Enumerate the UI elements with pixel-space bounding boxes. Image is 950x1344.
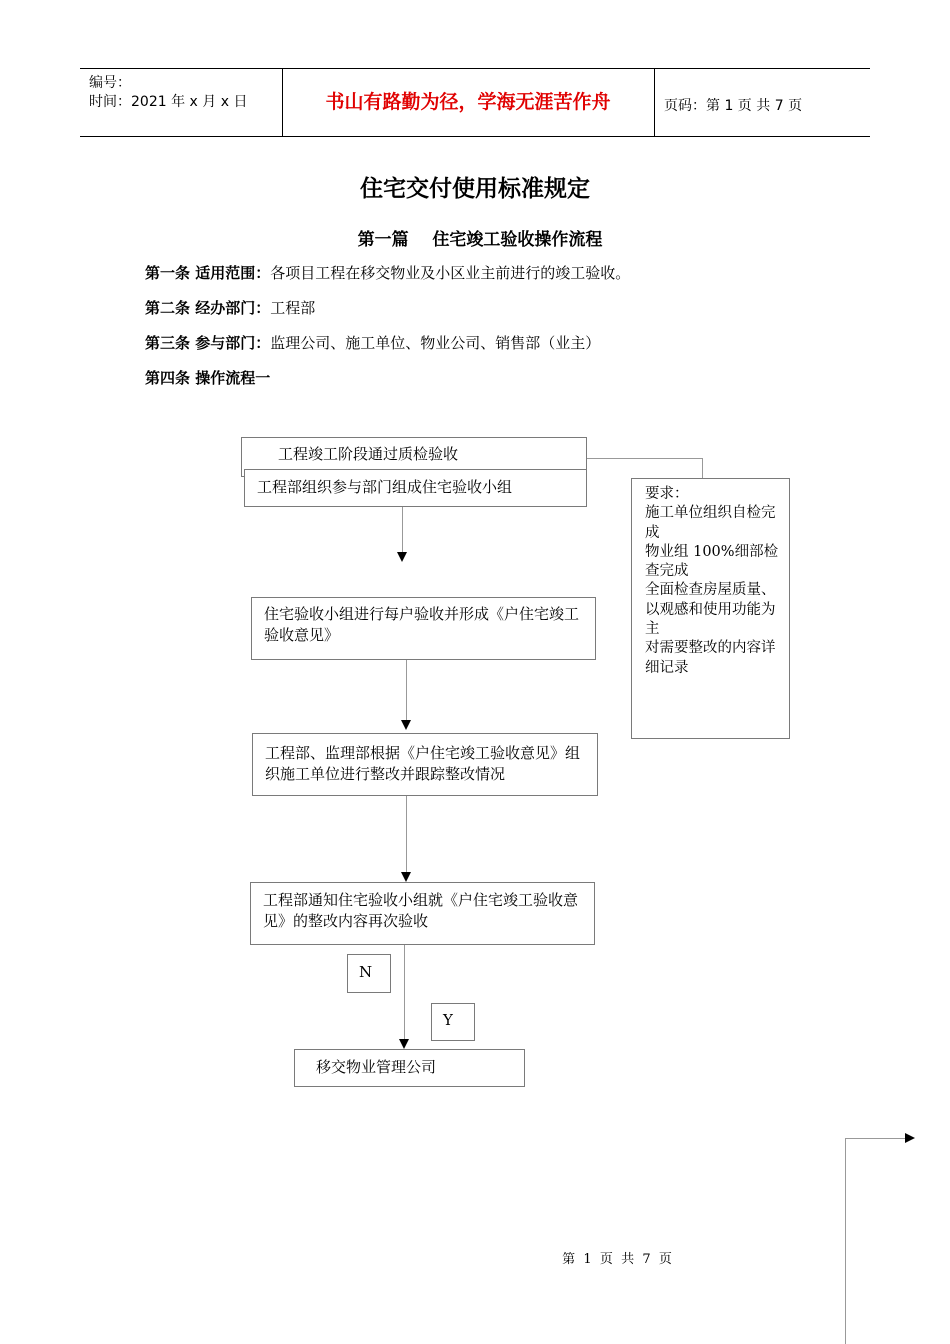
time-label: 时间：2021 年 x 月 x 日: [89, 94, 248, 110]
arrow-down-icon: [397, 552, 407, 562]
header-table: [80, 68, 870, 137]
arrow-right-icon: [905, 1133, 915, 1143]
connector-line-2: [406, 660, 407, 720]
header-right-cell: [655, 69, 870, 136]
page-footer: 第 1 页 共 7 页: [562, 1252, 672, 1267]
requirements-box: [631, 478, 790, 739]
header-motto-cell: [282, 69, 655, 136]
article-2-label: 第二条 经办部门：: [145, 299, 271, 317]
connector-line-4: [404, 945, 405, 1039]
requirements-title: 要求：: [645, 486, 689, 502]
yes-label: Y: [443, 1011, 453, 1029]
section-subtitle: 第一篇 住宅竣工验收操作流程: [357, 230, 603, 250]
arrow-down-icon: [401, 720, 411, 730]
article-3-text: 监理公司、施工单位、物业公司、销售部（业主）: [270, 334, 601, 352]
flow-step-5: [250, 882, 595, 945]
requirement-item: 对需要整改的内容详细记录: [645, 640, 776, 676]
header-left-cell: [80, 69, 283, 136]
article-4: [145, 367, 270, 388]
edge-connector-v: [845, 1138, 846, 1344]
no-label: N: [359, 963, 373, 981]
page-info: 页码：第 1 页 共 7 页: [664, 98, 803, 114]
article-2: [145, 297, 315, 318]
article-1: [145, 262, 630, 283]
flow-step-3-text: 住宅验收小组进行每户验收并形成《户住宅竣工验收意见》: [264, 605, 580, 644]
requirement-item: 全面检查房屋质量、以观感和使用功能为主: [645, 582, 776, 638]
connector-line-3: [406, 796, 407, 872]
requirement-item: 施工单位组织自检完成: [645, 505, 776, 541]
requirement-item: 物业组 100%细部检查完成: [645, 543, 779, 580]
document-title: 住宅交付使用标准规定: [360, 176, 590, 202]
flow-step-4-text: 工程部、监理部根据《户住宅竣工验收意见》组织施工单位进行整改并跟踪整改情况: [265, 744, 581, 783]
article-1-text: 各项目工程在移交物业及小区业主前进行的竣工验收。: [270, 264, 631, 282]
arrow-down-icon: [399, 1039, 409, 1049]
flow-step-3: [251, 597, 596, 660]
connector-to-requirements-h: [586, 458, 702, 459]
article-4-label: 第四条 操作流程一: [145, 369, 271, 387]
arrow-down-icon: [401, 872, 411, 882]
flow-step-6-text: 移交物业管理公司: [316, 1058, 437, 1076]
flow-step-2: [244, 469, 587, 507]
edge-connector-h: [845, 1138, 905, 1139]
connector-to-requirements-v: [702, 458, 703, 480]
article-2-text: 工程部: [270, 299, 316, 317]
connector-line-1: [402, 505, 403, 552]
article-3-label: 第三条 参与部门：: [145, 334, 271, 352]
article-3: [145, 332, 600, 353]
flow-step-4: [252, 733, 598, 796]
no-label-box: [347, 954, 391, 993]
flow-step-1-text: 工程竣工阶段通过质检验收: [278, 445, 459, 463]
article-1-label: 第一条 适用范围：: [145, 264, 271, 282]
flow-step-5-text: 工程部通知住宅验收小组就《户住宅竣工验收意见》的整改内容再次验收: [263, 891, 579, 930]
flow-step-6: [294, 1049, 525, 1087]
flow-step-2-text: 工程部组织参与部门组成住宅验收小组: [257, 478, 513, 496]
number-label: 编号：: [89, 75, 131, 91]
yes-label-box: [431, 1003, 475, 1041]
motto: 书山有路勤为径，学海无涯苦作舟: [325, 91, 611, 113]
